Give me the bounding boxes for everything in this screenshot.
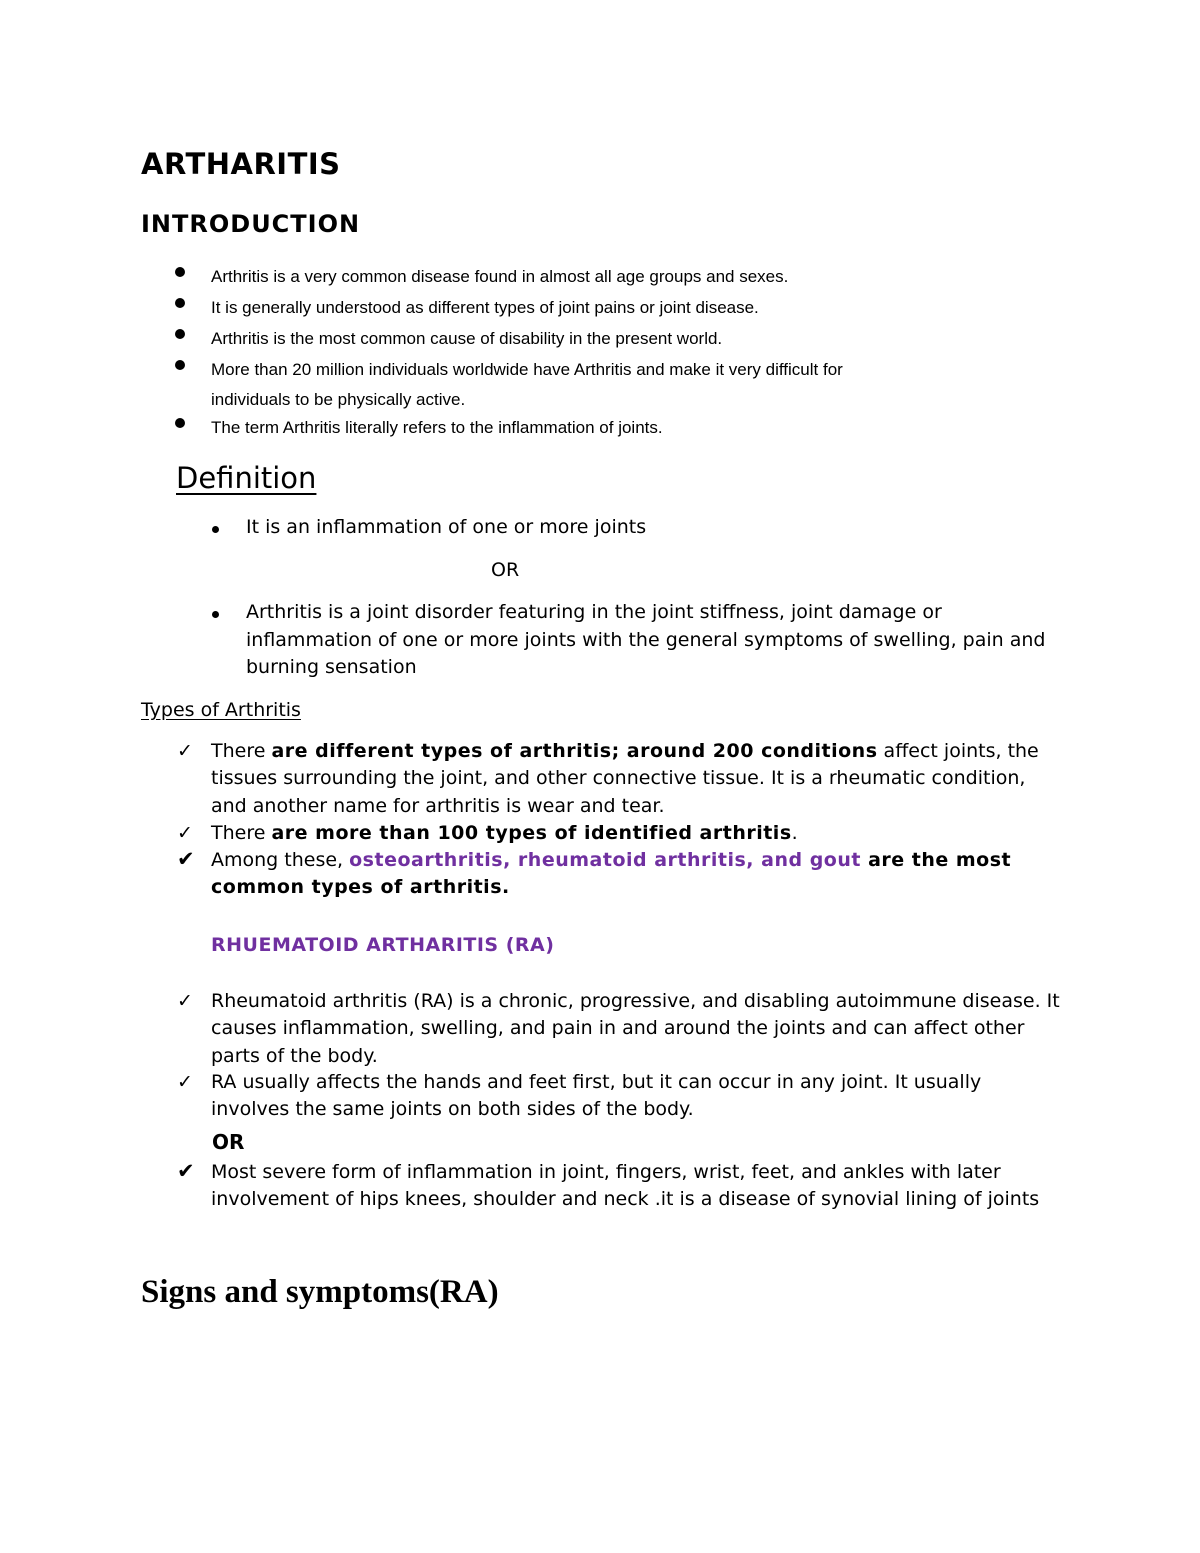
- intro-item-4-continued: individuals to be physically active.: [211, 390, 466, 409]
- definition-item-1: It is an inflammation of one or more joints: [246, 516, 647, 538]
- bullet-icon: [175, 298, 185, 308]
- bullet-icon: [212, 611, 219, 618]
- types-item-3-rest: are the most common types of arthritis.: [211, 849, 1012, 899]
- ra-item-1: Rheumatoid arthritis (RA) is a chronic, progressive, and disabling autoimmune disease. It causes inflammation, swelling, and pain in and around the joints and can affect other parts of the body.: [211, 990, 1060, 1067]
- intro-item-1: Arthritis is a very common disease found in almost all age groups and sexes.: [211, 267, 789, 286]
- intro-item-4: More than 20 million individuals worldwide have Arthritis and make it very difficult for: [211, 360, 843, 379]
- check-icon: ✓: [177, 740, 193, 762]
- bullet-icon: [212, 526, 219, 533]
- types-item-1-lead: There: [211, 740, 272, 762]
- bullet-icon: [175, 418, 185, 428]
- intro-item-2: It is generally understood as different types of joint pains or joint disease.: [211, 298, 759, 317]
- bullet-icon: [175, 360, 185, 370]
- check-icon: ✓: [177, 1071, 193, 1093]
- types-item-2-rest: .: [791, 822, 798, 844]
- ra-item-2: RA usually affects the hands and feet first, but it can occur in any joint. It usually involves the same joints on both sides of the body.: [211, 1071, 982, 1121]
- definition-heading: Definition: [176, 461, 317, 495]
- types-item-2-bold: are more than 100 types of identified arthritis: [271, 822, 792, 844]
- signs-heading: Signs and symptoms(RA): [141, 1274, 499, 1310]
- types-heading: Types of Arthritis: [141, 699, 301, 721]
- types-item-3-highlight: osteoarthritis, rheumatoid arthritis, and gout: [349, 849, 861, 871]
- definition-item-2: Arthritis is a joint disorder featuring in the joint stiffness, joint damage or inflammation of one or more joints with the general symptoms of swelling, pain and burning sensation: [246, 601, 1046, 678]
- bullet-icon: [175, 267, 185, 277]
- intro-item-5: The term Arthritis literally refers to the inflammation of joints.: [211, 418, 663, 437]
- types-item-1: [211, 738, 1041, 820]
- types-item-3: [211, 847, 1041, 902]
- ra-item-3: Most severe form of inflammation in joint, fingers, wrist, feet, and ankles with later involvement of hips knees, shoulder and neck .it is a disease of synovial lining of joints: [211, 1161, 1040, 1211]
- types-item-1-bold: are different types of arthritis; around 200 conditions: [271, 740, 878, 762]
- document-title: ARTHARITIS: [141, 147, 341, 181]
- types-item-2-lead: There: [211, 822, 272, 844]
- intro-item-3: Arthritis is the most common cause of disability in the present world.: [211, 329, 723, 348]
- ra-or: OR: [212, 1130, 245, 1154]
- check-icon: ✔: [177, 1159, 195, 1183]
- check-icon: ✔: [177, 847, 195, 871]
- bullet-icon: [175, 329, 185, 339]
- check-icon: ✓: [177, 822, 193, 844]
- ra-heading: RHUEMATOID ARTHARITIS (RA): [211, 934, 555, 956]
- check-icon: ✓: [177, 990, 193, 1012]
- types-item-1-rest: affect joints, the tissues surrounding the joint, and other connective tissue. It is a rheumatic condition, and another name for arthritis is wear and tear.: [211, 740, 1039, 817]
- types-item-3-lead: Among these,: [211, 849, 350, 871]
- definition-or: OR: [491, 559, 520, 581]
- introduction-heading: INTRODUCTION: [141, 210, 361, 238]
- types-item-2: [211, 820, 1111, 847]
